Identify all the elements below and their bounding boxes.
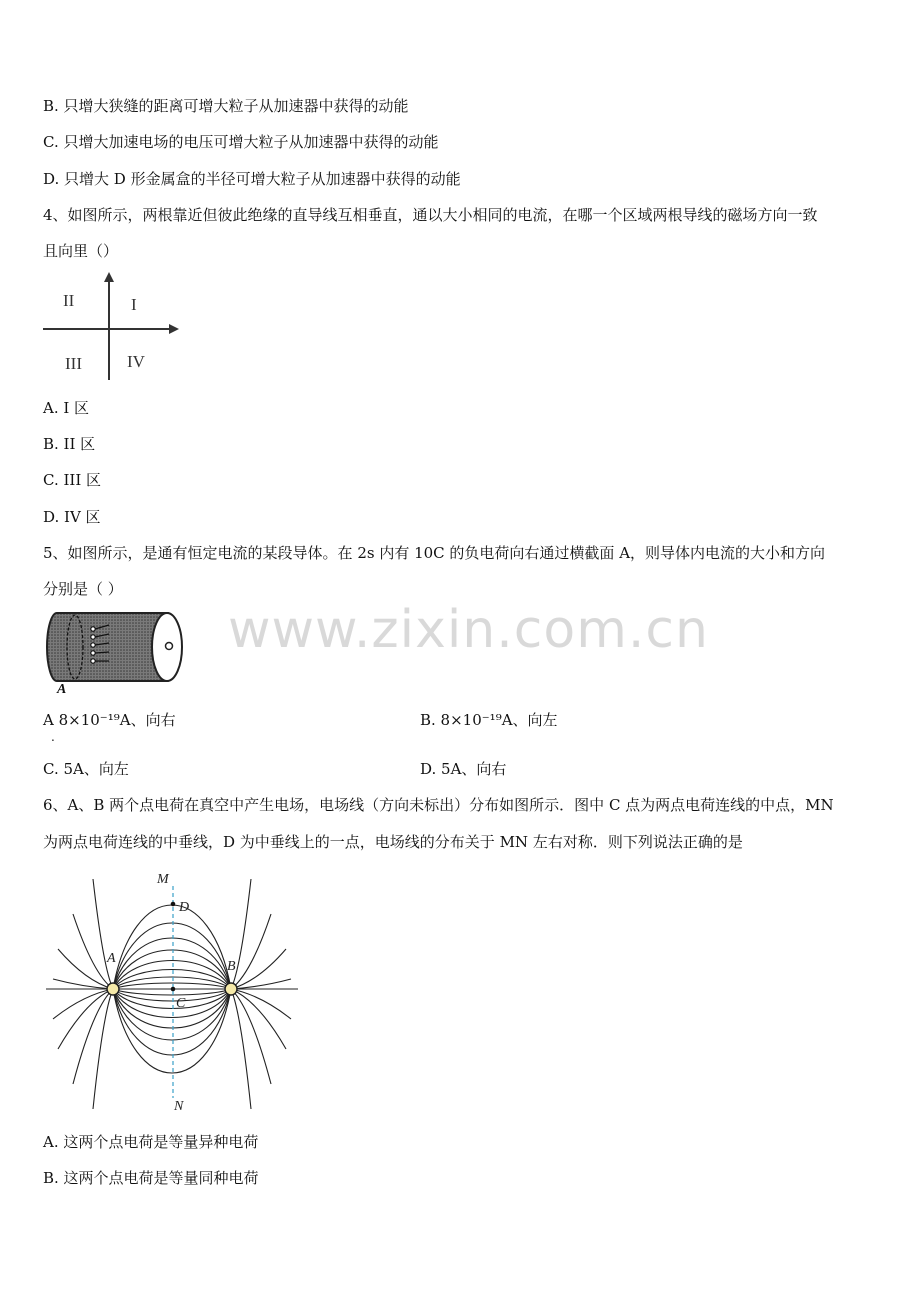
field-line-outer-b [231, 914, 271, 989]
field-line-outer-b [231, 989, 271, 1084]
q4-stem-line1: 4、如图所示，两根靠近但彼此绝缘的直导线互相垂直，通以大小相同的电流，在哪一个区域两根导线的磁场方向一致 [43, 206, 818, 224]
q3-option-c: C. 只增大加速电场的电压可增大粒子从加速器中获得的动能 [43, 133, 439, 151]
q4-option-b: B. II 区 [43, 435, 96, 453]
watermark: www.zixin.com.cn [228, 600, 709, 660]
q5-option-c: C. 5A、向左 [43, 760, 129, 778]
q5-option-d: D. 5A、向右 [420, 760, 507, 778]
q6-field-line-figure [46, 866, 301, 1116]
label-d: D [179, 900, 190, 915]
field-line-outer-a [58, 949, 113, 989]
q4-option-a: A. I 区 [43, 399, 90, 417]
charge-a [107, 983, 119, 995]
q3-option-b: B. 只增大狭缝的距离可增大粒子从加速器中获得的动能 [43, 97, 409, 115]
end-face-dot [166, 643, 173, 650]
q6-option-a: A. 这两个点电荷是等量异种电荷 [43, 1133, 259, 1151]
electric-field-lines [53, 879, 291, 1109]
point-c [171, 987, 176, 992]
section-label-a: A [57, 682, 67, 697]
label-n: N [174, 1099, 184, 1114]
q5-stem-line1: 5、如图所示，是通有恒定电流的某段导体。在 2s 内有 10C 的负电荷向右通过横截面 A，则导体内电流的大小和方向 [43, 544, 826, 562]
label-m: M [157, 872, 169, 887]
point-d [171, 902, 176, 907]
up-arrow-icon [104, 272, 114, 282]
q5-option-b: B. 8×10⁻¹⁹A、向左 [420, 711, 558, 729]
q5-stem-line2: 分别是（ ） [43, 580, 123, 598]
q4-option-c: C. III 区 [43, 471, 102, 489]
field-line-outer-b [231, 989, 251, 1109]
field-line-outer-a [93, 879, 113, 989]
label-a: A [107, 951, 116, 966]
right-arrow-icon [169, 324, 179, 334]
q5-figure [45, 607, 190, 699]
q4-option-d: D. IV 区 [43, 508, 101, 526]
q4-figure [43, 268, 188, 383]
region-label-iv: IV [127, 352, 145, 371]
label-c: C [176, 996, 186, 1011]
q6-stem-line1: 6、A、B 两个点电荷在真空中产生电场，电场线（方向未标出）分布如图所示．图中 C 点为两点电荷连线的中点，MN [43, 796, 834, 814]
field-line-lower [113, 989, 231, 1009]
q4-stem-line2: 且向里（） [43, 242, 119, 260]
q6-option-b: B. 这两个点电荷是等量同种电荷 [43, 1169, 259, 1187]
q6-stem-line2: 为两点电荷连线的中垂线，D 为中垂线上的一点，电场线的分布关于 MN 左右对称．则下列说法正确的是 [43, 833, 743, 851]
q5-option-a-dot: . [51, 730, 55, 744]
field-line-outer-a [73, 989, 113, 1084]
region-label-i: I [131, 295, 137, 314]
charge-b [225, 983, 237, 995]
q5-option-a: A 8×10⁻¹⁹A、向右 [43, 711, 176, 729]
region-label-ii: II [63, 291, 75, 310]
q3-option-d: D. 只增大 D 形金属盒的半径可增大粒子从加速器中获得的动能 [43, 170, 461, 188]
field-line-outer-a [93, 989, 113, 1109]
field-line-outer-b [231, 949, 286, 989]
region-label-iii: III [65, 354, 82, 373]
field-line-upper [113, 970, 231, 990]
label-b: B [227, 959, 236, 974]
